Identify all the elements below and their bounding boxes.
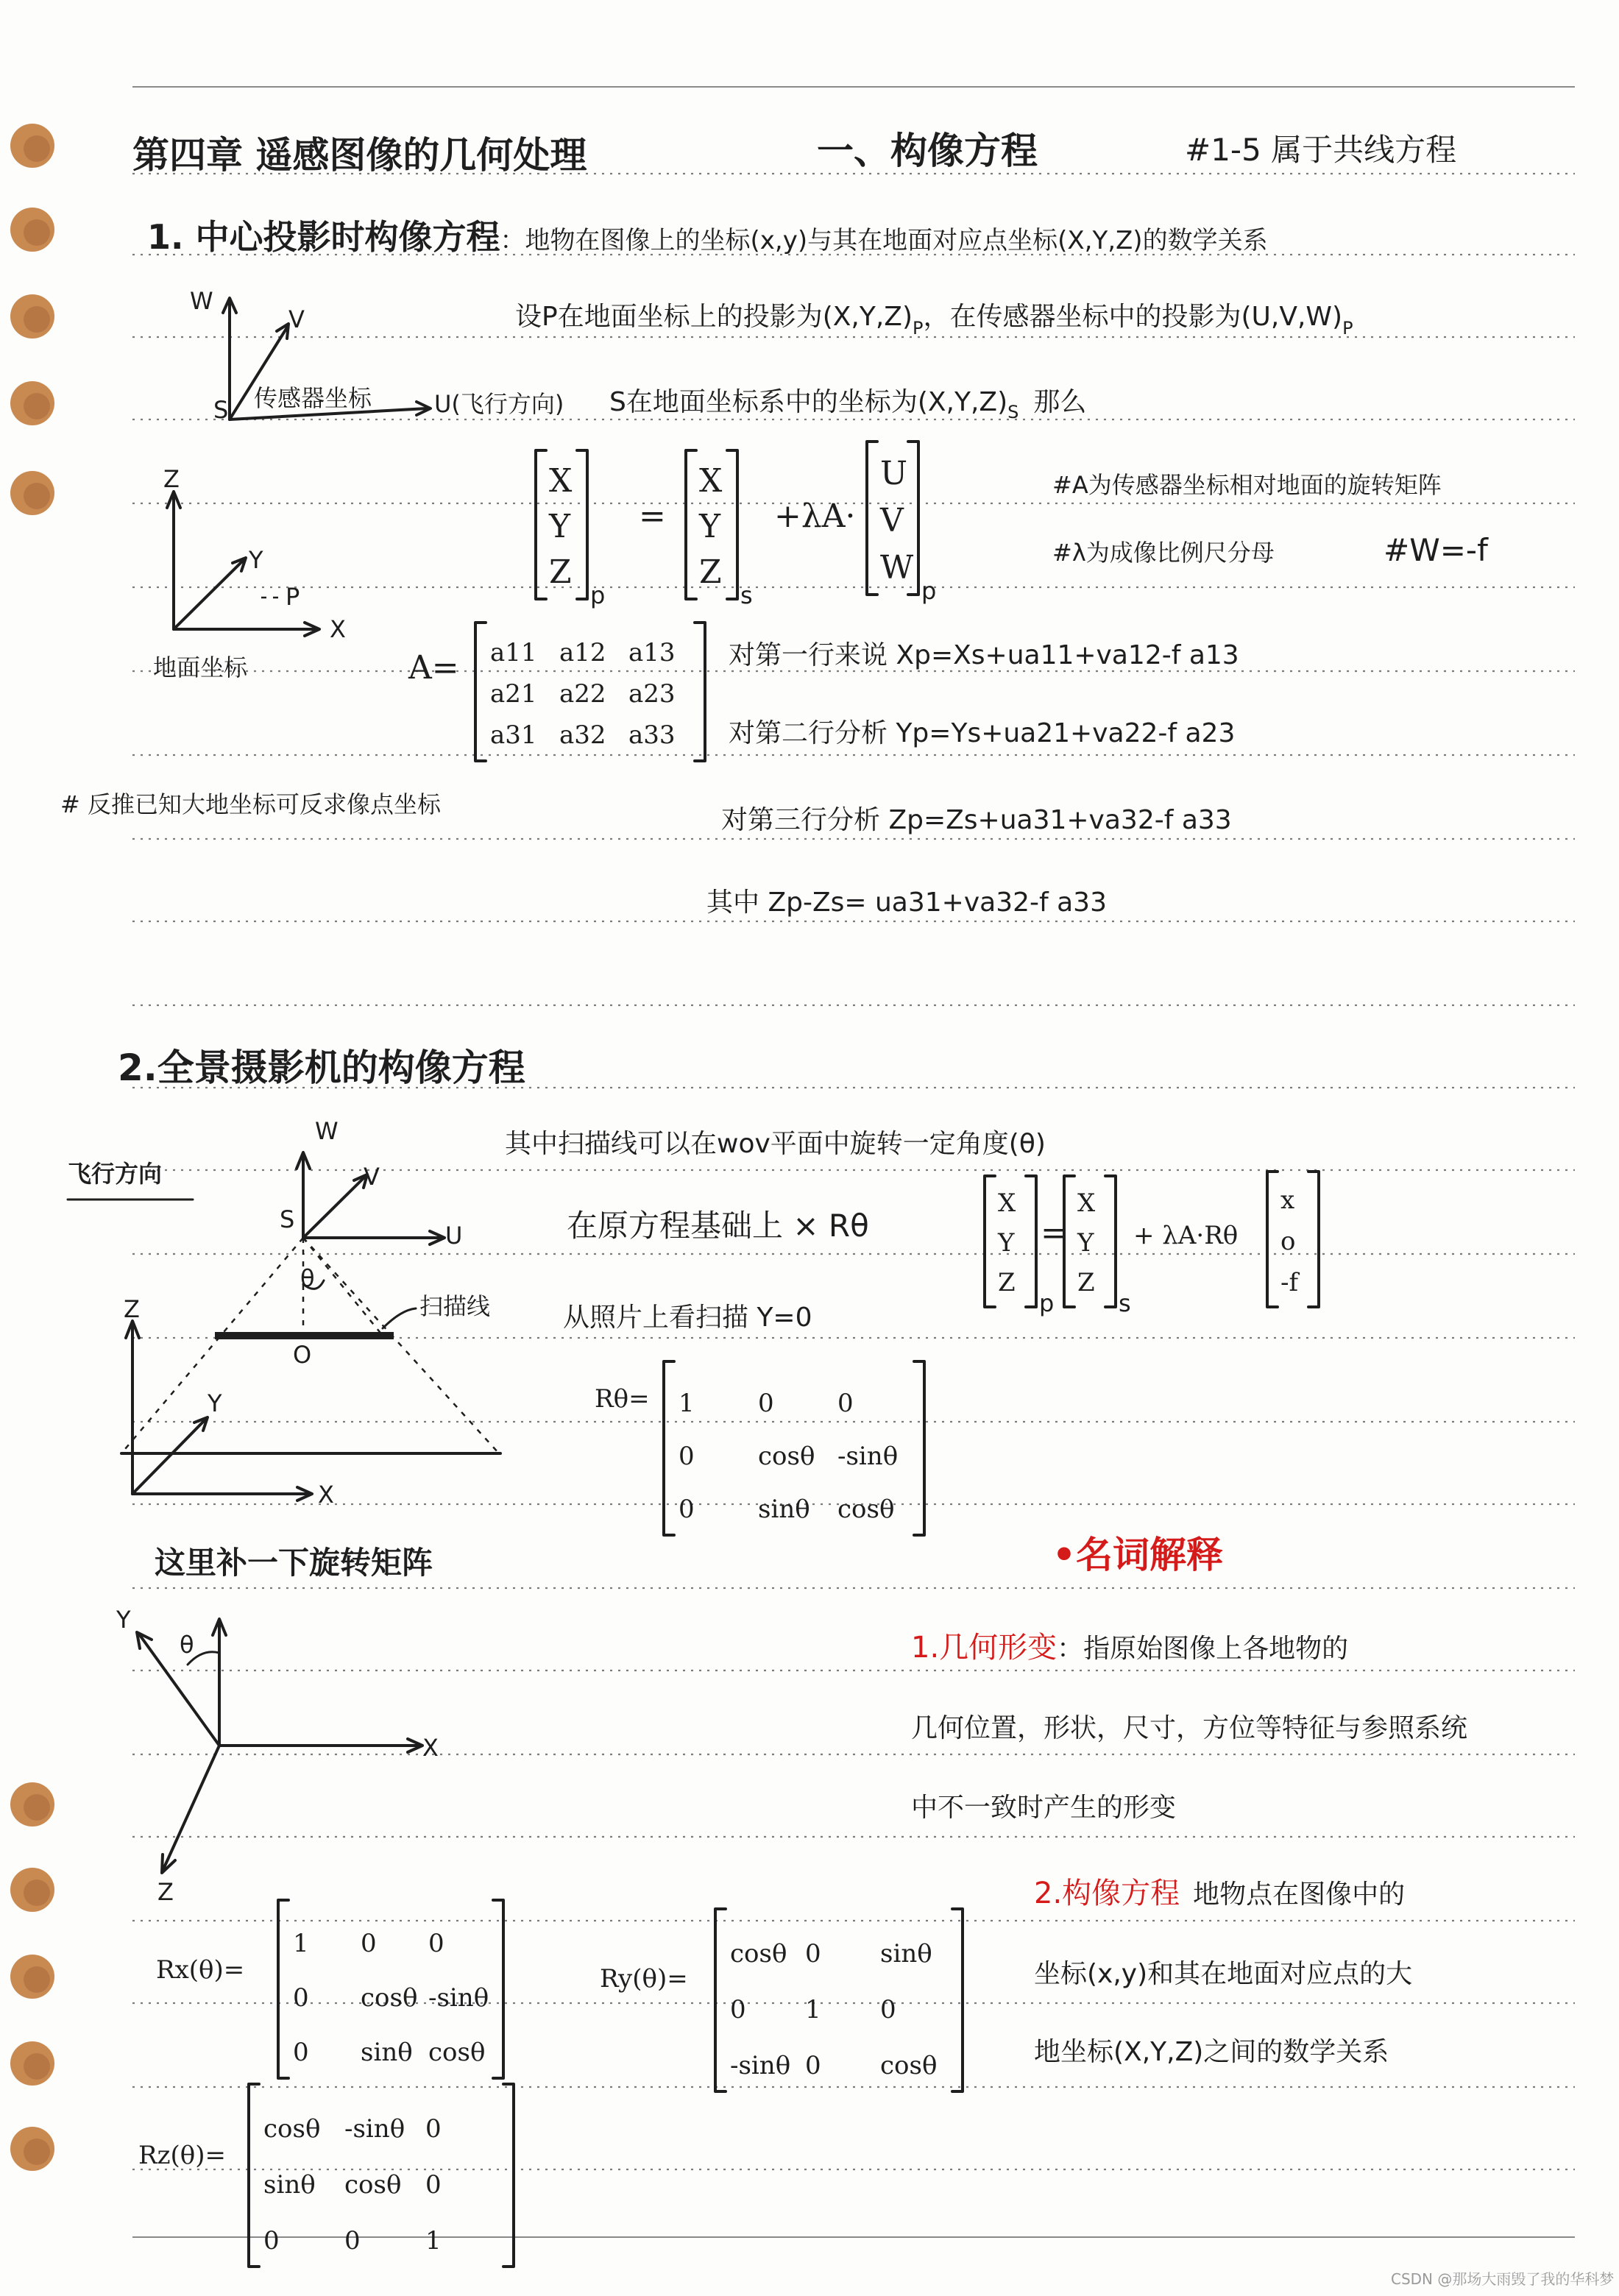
matrix-rz-cell: 0 [425,2170,442,2200]
scan-line-label: 扫描线 [419,1292,491,1320]
eq1-operator: +λA· [774,497,856,535]
matrix-a-cell: a13 [628,638,676,667]
matrix-rz-cell: 0 [425,2114,442,2144]
pano-u-axis [303,1231,444,1244]
matrix-ry-left-bracket [715,1909,726,2091]
binder-hole-shadow [24,306,50,333]
pano-u-label: U [445,1222,463,1250]
matrix-rz-cell: 0 [263,2226,280,2256]
eq1-lhs-subscript: p [590,581,606,609]
x-axis [174,623,319,636]
z-axis [167,492,180,629]
matrix-ry-label: Ry(θ)= [600,1964,688,1994]
matrix-a-cell: a12 [559,638,606,667]
matrix-rz-cell: 1 [425,2226,442,2256]
binder-hole-shadow [24,135,50,162]
glossary-term1-line2: 几何位置，形状，尺寸，方位等特征与参照系统 [911,1713,1468,1743]
pano-w-axis [297,1152,310,1238]
matrix-a-cell: a11 [490,638,537,667]
rot-z-axis [162,1746,219,1873]
matrix-rx-cell: sinθ [361,2038,413,2067]
glossary-term1-line3: 中不一致时产生的形变 [911,1793,1177,1823]
glossary-title: •名词解释 [1052,1534,1223,1576]
pano-s-label: S [280,1205,295,1233]
eq1-lhs-element: Y [549,508,571,545]
matrix-r-theta-cell: 0 [679,1442,695,1471]
part2-line3: 从照片上看扫描 Y=0 [563,1303,812,1333]
ground-coordinate-diagram [153,465,346,681]
part1-line3: S在地面坐标系中的坐标为$(X,Y,Z)_S$ 那么 [609,387,1087,422]
row2-expansion: 对第二行分析 Yp=Ys+ua21+va22-f a23 [729,718,1236,748]
eq2-rhs-right-bracket [1105,1176,1116,1307]
flight-direction-label: U(飞行方向) [434,390,564,418]
matrix-rx-label: Rx(θ)= [156,1955,245,1985]
section-note: #1-5 属于共线方程 [1185,132,1457,168]
rot-y-axis [137,1632,219,1746]
eq1-vector-element: V [880,502,904,539]
matrix-rx-cell: 0 [361,1929,377,1958]
eq2-lhs-subscript: p [1039,1289,1055,1317]
y-axis-label: Y [249,546,263,574]
matrix-ry-cell: 0 [805,1939,821,1969]
matrix-a-cell: a23 [628,679,676,709]
pano-z-axis [126,1321,139,1494]
eq1-rhs-left-bracket [686,450,696,599]
eq1-lhs-element: X [549,462,573,500]
theta-label: θ [300,1264,315,1292]
rot-vertical-axis [213,1619,226,1746]
matrix-r-theta-cell: 0 [679,1495,695,1524]
rot-x-axis [219,1739,422,1752]
matrix-rx-right-bracket [493,1900,503,2078]
matrix-a-label: A= [408,649,459,687]
w-axis-label: W [190,287,213,315]
matrix-ry [600,1909,963,2091]
eq1-vector-element: W [880,549,914,587]
binder-holes [10,124,54,2171]
glossary-term2-line3: 地坐标(X,Y,Z)之间的数学关系 [1034,2037,1389,2067]
eq2-operator: + λA·Rθ [1133,1221,1239,1250]
rot-y-label: Y [116,1606,131,1634]
eq1-equals: = [639,497,666,535]
rot-z-label: Z [157,1878,174,1906]
matrix-r-theta-cell: 0 [758,1389,774,1418]
eq2-vector-right-bracket [1308,1172,1319,1307]
note-w-equals-f: #W=-f [1384,532,1488,568]
matrix-rx-cell: cosθ [361,1983,418,2013]
y-axis [174,558,246,629]
matrix-rx-cell: 0 [428,1929,444,1958]
matrix-a [408,623,705,761]
sensor-coord-label: 传感器坐标 [254,384,372,412]
glossary-term2-line1: 2.构像方程 地物点在图像中的 [1034,1877,1406,1910]
pano-v-label: V [364,1163,380,1191]
matrix-ry-cell: 0 [880,1995,896,2024]
pano-x-axis [132,1487,312,1500]
matrix-ry-cell: cosθ [880,2051,938,2080]
pano-w-label: W [315,1117,339,1145]
binder-hole-shadow [24,483,50,509]
matrix-rx-cell: 1 [293,1929,309,1958]
matrix-rx-cell: cosθ [428,2038,486,2067]
matrix-rz-cell: cosθ [263,2114,321,2144]
p-point-label: P [286,583,300,611]
binder-hole-shadow [24,2053,50,2080]
matrix-ry-cell: -sinθ [730,2051,791,2080]
eq2-rhs-element: Y [1077,1228,1094,1258]
row3-expansion: 对第三行分析 Zp=Zs+ua31+va32-f a33 [721,805,1232,835]
matrix-ry-cell: cosθ [730,1939,787,1969]
eq1-lhs-right-bracket [577,450,587,599]
matrix-rx-cell: -sinθ [428,1983,489,2013]
eq2-vector-element: o [1280,1227,1296,1256]
matrix-rz-cell: sinθ [263,2170,316,2200]
eq1-vector-element: U [880,455,908,492]
matrix-r-theta-cell: cosθ [837,1495,895,1524]
section-title: 一、构像方程 [817,130,1038,172]
binder-hole-shadow [24,2139,50,2165]
matrix-rz-cell: -sinθ [344,2114,405,2144]
matrix-r-theta-cell: 1 [679,1389,695,1418]
binder-hole-shadow [24,1879,50,1906]
pano-v-axis [303,1174,367,1238]
binder-hole-shadow [24,219,50,246]
pano-x-label: X [318,1481,334,1509]
matrix-a-cell: a21 [490,679,537,709]
matrix-a-cell: a33 [628,720,676,750]
matrix-a-right-bracket [695,623,705,761]
matrix-rx-cell: 0 [293,2038,309,2067]
row4-expansion: 其中 Zp-Zs= ua31+va32-f a33 [706,887,1107,918]
eq2-equals: = [1041,1214,1068,1252]
eq1-rhs-right-bracket [727,450,737,599]
matrix-rx-left-bracket [278,1900,288,2078]
matrix-ry-right-bracket [952,1909,963,2091]
pano-y-label: Y [208,1389,222,1417]
matrix-ry-cell: 1 [805,1995,821,2024]
rot-theta-label: θ [180,1631,194,1659]
s-point-label: S [213,396,229,424]
eq2-lhs-left-bracket [985,1176,995,1307]
note-scale-denominator: #λ为成像比例尺分母 [1052,539,1275,567]
panoramic-equation [985,1172,1319,1317]
ground-coord-label: 地面坐标 [153,653,248,681]
part2-line1: 其中扫描线可以在wov平面中旋转一定角度(θ) [505,1129,1046,1159]
note-rotation-matrix: #A为传感器坐标相对地面的旋转矩阵 [1052,471,1442,499]
origin-o-label: O [293,1341,312,1369]
matrix-r-theta-left-bracket [664,1361,674,1535]
eq1-rhs-subscript: s [740,581,753,609]
matrix-r-theta-right-bracket [914,1361,924,1535]
binder-hole-shadow [24,1794,50,1821]
matrix-rz-cell: 0 [344,2226,361,2256]
eq1-vector-subscript: p [921,577,937,605]
inverse-note: # 反推已知大地坐标可反求像点坐标 [60,790,441,818]
matrix-rz-cell: cosθ [344,2170,402,2200]
matrix-ry-cell: sinθ [880,1939,932,1969]
z-axis-label: Z [163,465,180,493]
eq2-rhs-element: X [1077,1188,1096,1218]
eq1-rhs-element: Y [699,508,721,545]
matrix-ry-cell: 0 [805,2051,821,2080]
eq2-lhs-element: Z [998,1268,1016,1297]
part1-heading: 1. 中心投影时构像方程：地物在图像上的坐标(x,y)与其在地面对应点坐标(X,Y,Z)的数学关系 [147,217,1268,257]
eq2-lhs-right-bracket [1026,1176,1036,1307]
matrix-ry-cell: 0 [730,1995,746,2024]
scan-line-pointer [383,1308,416,1328]
eq2-vector-element: -f [1280,1268,1299,1297]
part2-heading: 2.全景摄影机的构像方程 [118,1046,525,1089]
matrix-rz-left-bracket [249,2084,259,2267]
matrix-r-theta [595,1361,924,1535]
binder-hole-shadow [24,1966,50,1993]
eq1-vector-left-bracket [867,442,877,595]
matrix-r-theta-cell: -sinθ [837,1442,899,1471]
matrix-rx [156,1900,503,2078]
eq1-lhs-element: Z [549,553,572,591]
eq2-lhs-element: Y [998,1228,1015,1258]
flight-direction-label: 飞行方向 [68,1160,163,1188]
part3-heading: 这里补一下旋转矩阵 [155,1545,433,1581]
eq2-rhs-subscript: s [1119,1289,1131,1317]
matrix-rz-right-bracket [503,2084,514,2267]
collinearity-equation [536,442,936,609]
pano-y-axis [132,1417,208,1494]
matrix-a-cell: a31 [490,720,537,750]
eq2-vector-left-bracket [1267,1172,1278,1307]
sensor-coordinate-diagram [190,287,564,424]
pano-z-label: Z [124,1295,140,1323]
matrix-rx-cell: 0 [293,1983,309,2013]
glossary-term1-line1: 1.几何形变：指原始图像上各地物的 [911,1631,1349,1665]
glossary-term2-line2: 坐标(x,y)和其在地面对应点的大 [1034,1959,1413,1989]
matrix-a-cell: a22 [559,679,606,709]
panoramic-camera-diagram [68,1117,500,1509]
part1-line2: 设P在地面坐标上的投影为$(X,Y,Z)_P$，在传感器坐标中的投影为$(U,V,W)_P$ [515,302,1353,339]
matrix-rz [138,2084,514,2267]
matrix-r-theta-cell: cosθ [758,1442,815,1471]
eq2-lhs-element: X [998,1188,1016,1218]
rot-x-label: X [422,1734,439,1762]
watermark: CSDN @那场大雨毁了我的华科梦 [1391,2270,1615,2288]
binder-hole-shadow [24,393,50,419]
matrix-rz-label: Rz(θ)= [138,2141,226,2170]
chapter-title: 第四章 遥感图像的几何处理 [132,134,587,177]
matrix-r-theta-cell: sinθ [758,1495,810,1524]
rotation-axes-diagram [116,1606,439,1906]
matrix-r-theta-label: Rθ= [595,1384,650,1414]
matrix-a-cell: a32 [559,720,606,750]
matrix-r-theta-cell: 0 [837,1389,854,1418]
v-axis-label: V [288,305,305,333]
row1-expansion: 对第一行来说 Xp=Xs+ua11+va12-f a13 [729,640,1239,670]
eq1-rhs-element: X [699,462,723,500]
matrix-a-left-bracket [475,623,486,761]
part2-line2: 在原方程基础上 × Rθ [567,1208,869,1244]
eq1-rhs-element: Z [699,553,722,591]
eq1-lhs-left-bracket [536,450,546,599]
eq2-vector-element: x [1280,1186,1295,1215]
eq2-rhs-element: Z [1077,1268,1095,1297]
x-axis-label: X [330,615,346,643]
